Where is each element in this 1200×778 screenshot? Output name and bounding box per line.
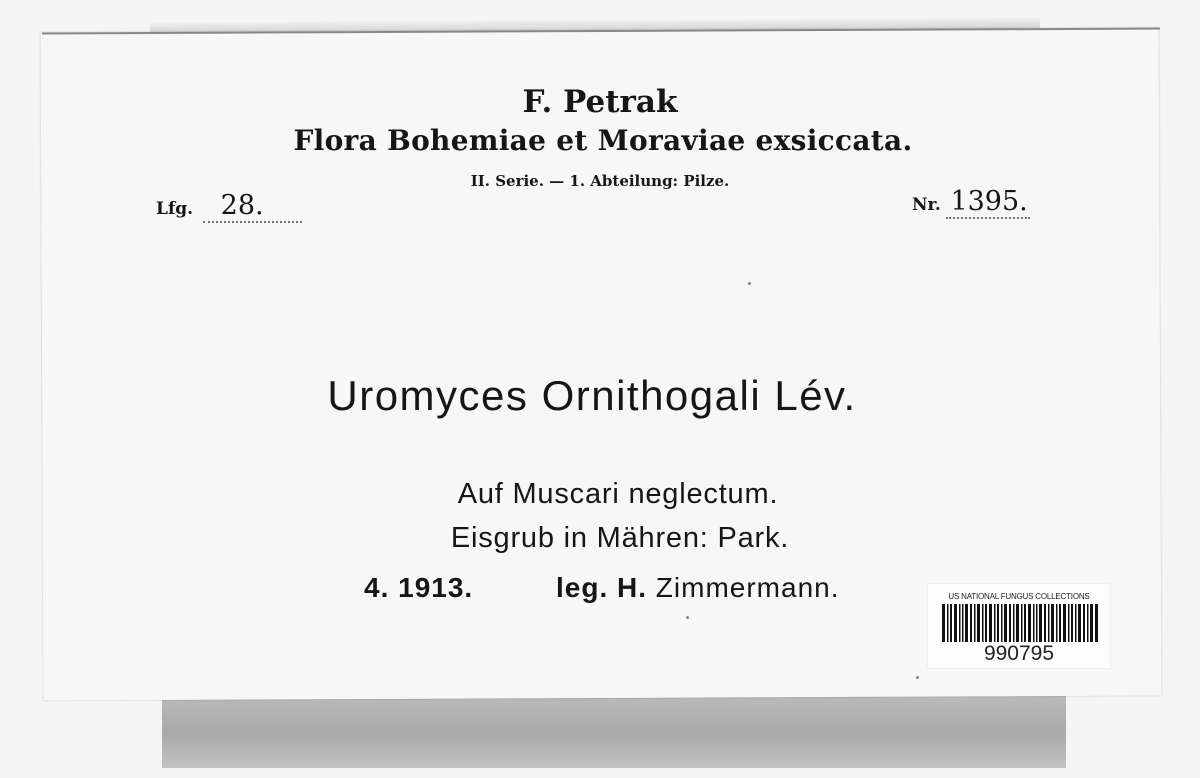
backing-sheet bbox=[162, 690, 1066, 768]
series-title: Flora Bohemiae et Moraviae exsiccata. bbox=[293, 124, 913, 157]
series-subtitle: II. Serie. — 1. Abteilung: Pilze. bbox=[470, 172, 730, 190]
paper-speck bbox=[686, 616, 689, 619]
lfg-field bbox=[156, 190, 302, 223]
leg-name: Zimmermann. bbox=[655, 572, 840, 603]
collector-line bbox=[556, 572, 840, 604]
barcode-card bbox=[928, 584, 1110, 668]
nr-value: 1395. bbox=[946, 186, 1029, 219]
barcode-header: US NATIONAL FUNGUS COLLECTIONS bbox=[948, 592, 1090, 601]
nr-field bbox=[912, 186, 1030, 219]
barcode-icon bbox=[942, 604, 1098, 642]
lfg-label: Lfg. bbox=[156, 199, 194, 219]
collector-heading: F. Petrak bbox=[522, 84, 678, 120]
paper-speck bbox=[748, 282, 751, 285]
paper-speck bbox=[916, 676, 919, 679]
lfg-value: 28. bbox=[203, 190, 302, 223]
locality-line: Eisgrub in Mähren: Park. bbox=[450, 522, 790, 554]
species-name: Uromyces Ornithogali Lév. bbox=[327, 372, 857, 419]
nr-label: Nr. bbox=[912, 195, 941, 215]
barcode-number: 990795 bbox=[983, 642, 1055, 665]
host-line: Auf Muscari neglectum. bbox=[457, 478, 779, 510]
leg-prefix: leg. H. bbox=[556, 572, 648, 603]
collection-date: 4. 1913. bbox=[364, 572, 474, 603]
